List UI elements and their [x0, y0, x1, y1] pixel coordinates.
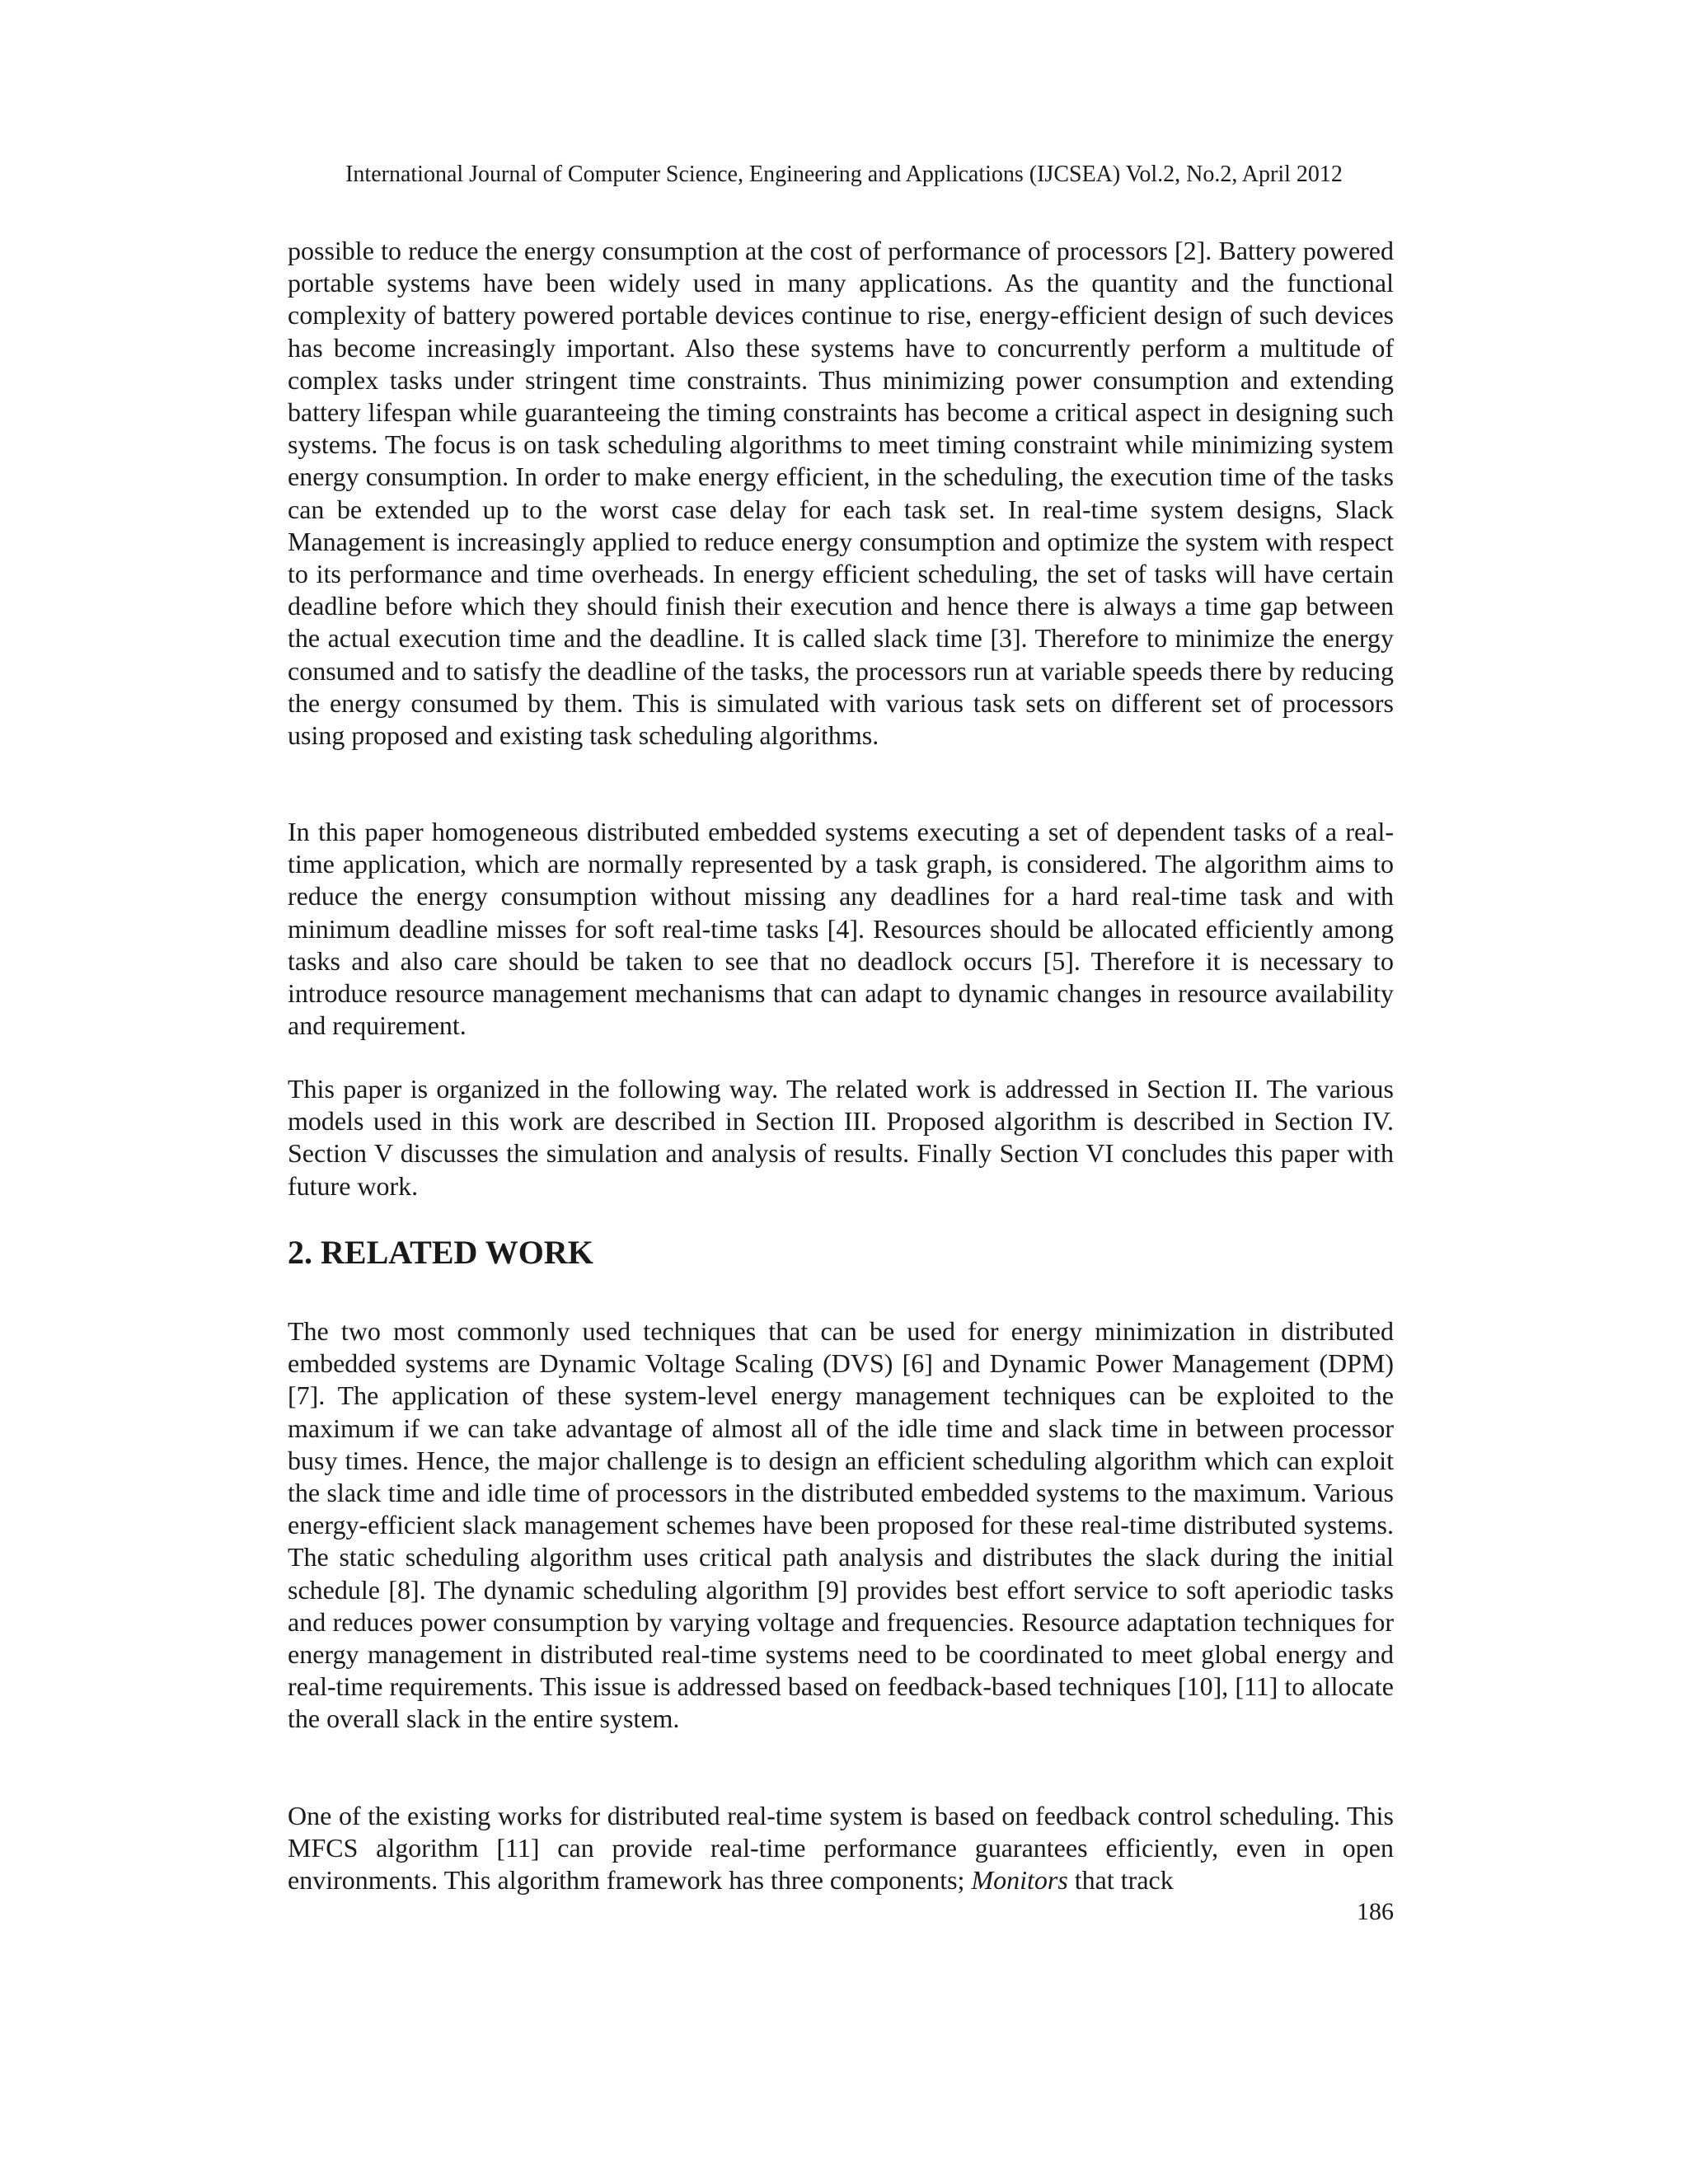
page-number: 186 — [1357, 1898, 1394, 1925]
paragraph-mfcs-text: One of the existing works for distributed real-time system is based on feedback control scheduling. This MFCS algorithm [11] can provide real-time performance guarantees efficiently, even in open environments. This algorithm framework has three components; — [288, 1801, 1394, 1896]
paragraph-related-work: The two most commonly used techniques that can be used for energy minimization in distributed embedded systems are Dynamic Voltage Scaling (DVS) [6] and Dynamic Power Management (DPM) [7]. The application of these system-level energy management techniques can be exploited to the maximum if we can take advantage of almost all of the idle time and slack time in between processor busy times. Hence, the major challenge is to design an efficient scheduling algorithm which can exploit the slack time and idle time of processors in the distributed embedded systems to the maximum. Various energy-efficient slack management schemes have been proposed for these real-time distributed systems. The static scheduling algorithm uses critical path analysis and distributes the slack during the initial schedule [8]. The dynamic scheduling algorithm [9] provides best effort service to soft aperiodic tasks and reduces power consumption by varying voltage and frequencies. Resource adaptation techniques for energy management in distributed real-time systems need to be coordinated to meet global energy and real-time requirements. This issue is addressed based on feedback-based techniques [10], [11] to allocate the overall slack in the entire system. — [288, 1316, 1394, 1734]
paragraph-homogeneous-systems: In this paper homogeneous distributed embedded systems executing a set of dependent tasks of a real-time application, which are normally represented by a task graph, is considered. The algorithm aims to reduce the energy consumption without missing any deadlines for a hard real-time task and with minimum deadline misses for soft real-time tasks [4]. Resources should be allocated efficiently among tasks and also care should be taken to see that no deadlock occurs [5]. Therefore it is necessary to introduce resource management mechanisms that can adapt to dynamic changes in resource availability and requirement. — [288, 817, 1394, 1041]
paragraph-intro-energy: possible to reduce the energy consumption at the cost of performance of processors [2]. Battery powered portable systems have been widely used in many applications. As the quantity and the functional complexity of battery powered portable devices continue to rise, energy-efficient design of such devices has become increasingly important. Also these systems have to concurrently perform a multitude of complex tasks under stringent time constraints. Thus minimizing power consumption and extending battery lifespan while guaranteeing the timing constraints has become a critical aspect in designing such systems. The focus is on task scheduling algorithms to meet timing constraint while minimizing system energy consumption. In order to make energy efficient, in the scheduling, the execution time of the tasks can be extended up to the worst case delay for each task set. In real-time system designs, Slack Management is increasingly applied to reduce energy consumption and optimize the system with respect to its performance and time overheads. In energy efficient scheduling, the set of tasks will have certain deadline before which they should finish their execution and hence there is always a time gap between the actual execution time and the deadline. It is called slack time [3]. Therefore to minimize the energy consumed and to satisfy the deadline of the tasks, the processors run at variable speeds there by reducing the energy consumed by them. This is simulated with various task sets on different set of processors using proposed and existing task scheduling algorithms. — [288, 236, 1394, 751]
section-heading-related-work: 2. RELATED WORK — [288, 1234, 593, 1271]
monitors-term: Monitors — [971, 1865, 1068, 1896]
paragraph-mfcs — [288, 1800, 1394, 1897]
paragraph-mfcs-tail: that track — [1074, 1865, 1174, 1896]
running-header: International Journal of Computer Science, Engineering and Applications (IJCSEA) Vol.2, No.2, April 2012 — [345, 162, 1343, 187]
paragraph-organization: This paper is organized in the following way. The related work is addressed in Section II. The various models used in this work are described in Section III. Proposed algorithm is described in Section IV. Section V discusses the simulation and analysis of results. Finally Section VI concludes this paper with future work. — [288, 1074, 1394, 1201]
